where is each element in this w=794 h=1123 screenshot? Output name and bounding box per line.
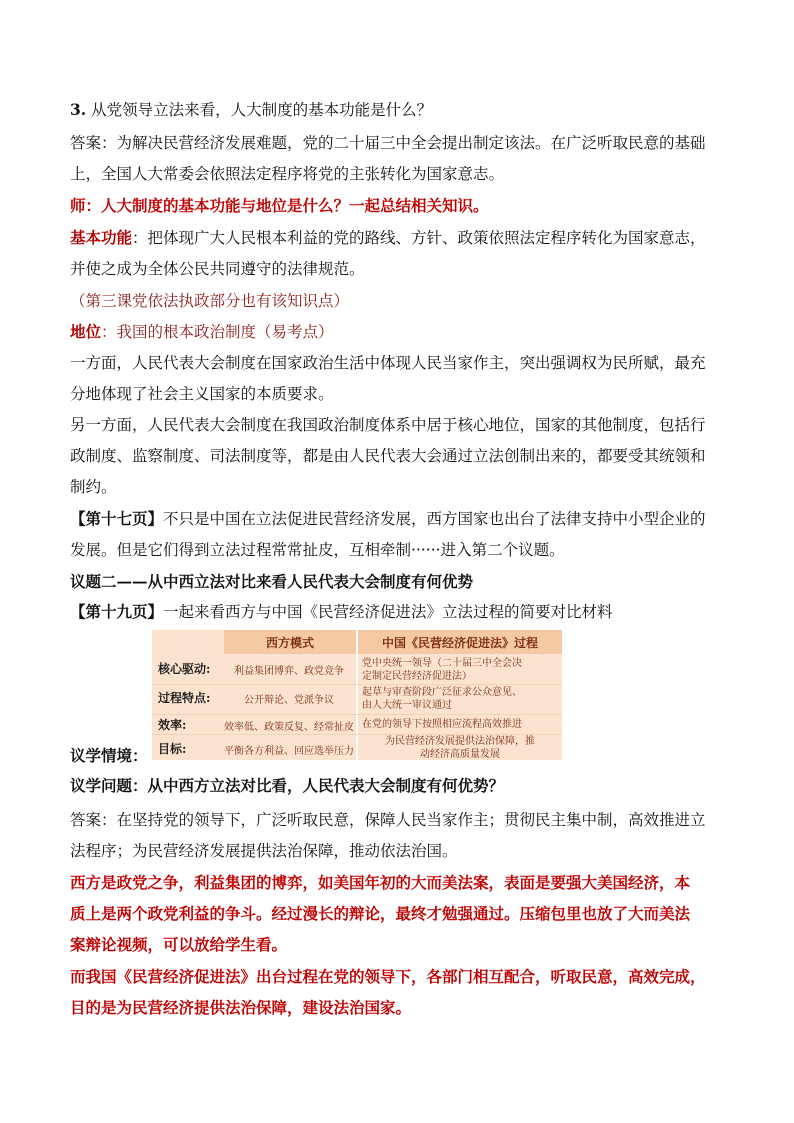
china-cell: 党中央统一领导（二十届三中全会决 定制定民营经济促进法） <box>362 658 522 682</box>
row-divider <box>152 684 562 685</box>
west-cell: 利益集团博弈、政党竞争 <box>234 666 344 677</box>
col-west-header: 西方模式 <box>224 630 356 654</box>
answer-2-line-2: 法程序；为民营经济发展提供法治保障，推动依法治国。 <box>70 842 458 860</box>
answer-1-line-1: 答案：为解决民营经济发展难题，党的二十届三中全会提出制定该法。在广泛听取民意的基础 <box>70 134 706 152</box>
answer-2-line-1: 答案：在坚持党的领导下，广泛听取民意，保障人民当家作主；贯彻民主集中制，高效推进立 <box>70 811 706 829</box>
para-2-line-2: 政制度、监察制度、司法制度等，都是由人民代表大会通过立法创制出来的，都要受其统领和 <box>70 447 706 465</box>
para-1-line-1: 一方面，人民代表大会制度在国家政治生活中体现人民当家作主，突出强调权为民所赋，最充 <box>70 354 706 372</box>
page-19-line: 【第十九页】一起来看西方与中国《民营经济促进法》立法过程的简要对比材料 <box>70 602 613 621</box>
west-cell: 平衡各方利益、回应选举压力 <box>224 746 354 757</box>
situation-label: 议学情境： <box>70 746 148 765</box>
china-para-line-2: 目的是为民营经济提供法治保障，建设法治国家。 <box>70 998 412 1017</box>
teacher-prompt: 师：人大制度的基本功能与地位是什么？一起总结相关知识。 <box>70 196 489 215</box>
west-para-line-1: 西方是政党之争，利益集团的博弈，如美国年初的大而美法案，表面是要强大美国经济，本 <box>70 873 691 892</box>
discussion-question: 议学问题：从中西方立法对比看，人民代表大会制度有何优势？ <box>70 776 505 795</box>
answer-1-line-2: 上，全国人大常委会依照法定程序将党的主张转化为国家意志。 <box>70 165 505 183</box>
para-2-line-1: 另一方面，人民代表大会制度在我国政治制度体系中居于核心地位，国家的其他制度，包括行 <box>70 416 706 434</box>
page-17-line-2: 发展。但是它们得到立法过程常常扯皮，互相牵制······进入第二个议题。 <box>70 541 565 559</box>
west-cell: 效率低、政策反复、经常扯皮 <box>224 722 354 733</box>
status-label: 地位 <box>70 322 102 341</box>
question-3: 3. 从党领导立法来看，人大制度的基本功能是什么？ <box>70 100 433 119</box>
row-label: 效率: <box>158 718 187 732</box>
row-label: 目标: <box>158 742 187 756</box>
para-1-line-2: 分地体现了社会主义国家的本质要求。 <box>70 385 334 403</box>
west-para-line-2: 质上是两个政党利益的争斗。经过漫长的辩论，最终才勉强通过。压缩包里也放了大而美法 <box>70 904 691 923</box>
para-2-line-3: 制约。 <box>70 478 117 496</box>
comparison-table <box>152 630 562 760</box>
west-para-line-3: 案辩论视频，可以放给学生看。 <box>70 935 288 954</box>
topic-2-heading: 议题二——从中西立法对比来看人民代表大会制度有何优势 <box>70 572 474 591</box>
page-19-tag: 【第十九页】 <box>70 602 164 621</box>
china-cell: 在党的领导下按照相应流程高效推进 <box>362 719 522 730</box>
row-label: 过程特点: <box>158 691 211 705</box>
basic-function-line-2: 并使之成为全体公民共同遵守的法律规范。 <box>70 260 365 278</box>
row-label: 核心驱动: <box>158 662 211 676</box>
page-17-tag: 【第十七页】 <box>70 509 164 528</box>
page-17-line-1: 【第十七页】不只是中国在立法促进民营经济发展，西方国家也出台了法律支持中小型企业的 <box>70 509 706 528</box>
china-cell: 起草与审查阶段广泛征求公众意见、 由人大统一审议通过 <box>362 687 522 711</box>
china-para-line-1: 而我国《民营经济促进法》出台过程在党的领导下，各部门相互配合，听取民意，高效完成， <box>70 967 706 986</box>
column-divider <box>356 630 358 760</box>
china-cell: 为民营经济发展提供法治保障，推 动经济高质量发展 <box>385 736 535 760</box>
basic-function-line-1: 基本功能：把体现广大人民根本利益的党的路线、方针、政策依照法定程序转化为国家意志， <box>70 228 706 247</box>
col-china-header: 中国《民营经济促进法》过程 <box>358 630 562 654</box>
note-line: （第三课党依法执政部分也有该知识点） <box>70 292 350 310</box>
west-cell: 公开辩论、党派争议 <box>244 695 334 706</box>
status-line: 地位：我国的根本政治制度（易考点） <box>70 322 334 341</box>
row-divider <box>152 714 562 715</box>
basic-function-label: 基本功能 <box>70 228 133 247</box>
